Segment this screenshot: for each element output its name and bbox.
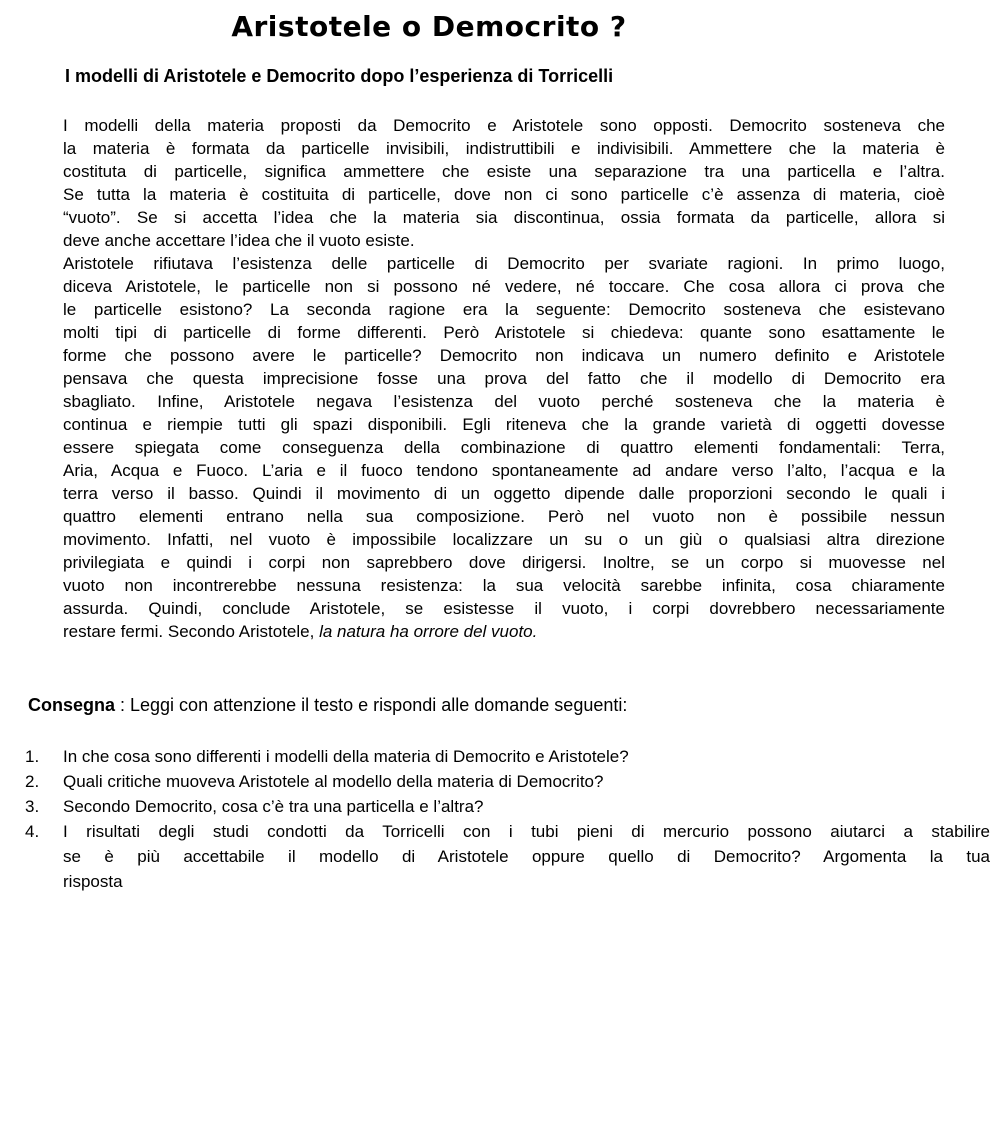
body-line <box>63 528 945 551</box>
body-line <box>63 390 945 413</box>
body-line-text: “vuoto”. Se si accetta l’idea che la materia sia discontinua, ossia formata da particelle, allora si <box>63 208 945 227</box>
body-line-text: forme che possono avere le particelle? Democrito non indicava un numero definito e Aristotele <box>63 346 945 365</box>
body-line-text: I modelli della materia proposti da Democrito e Aristotele sono opposti. Democrito sosteneva che <box>63 116 945 135</box>
body-line-text: assurda. Quindi, conclude Aristotele, se esistesse il vuoto, i corpi dovrebbero necessariamente <box>63 599 945 618</box>
body-line-text: Se tutta la materia è costituita di particelle, dove non ci sono particelle c’è assenza di materia, cioè <box>63 185 945 204</box>
body-line-text: movimento. Infatti, nel vuoto è impossibile localizzare un su o un giù o qualsiasi altra direzione <box>63 530 945 549</box>
question-line <box>63 744 990 769</box>
consegna-text: : Leggi con attenzione il testo e rispondi alle domande seguenti: <box>115 695 628 715</box>
body-line-text: terra verso il basso. Quindi il movimento di un oggetto dipende dalle proporzioni secondo le quali i <box>63 484 945 503</box>
question-item <box>25 794 990 819</box>
body-line-text: sbagliato. Infine, Aristotele negava l’esistenza del vuoto perché sosteneva che la materia è <box>63 392 945 411</box>
body-line <box>63 620 945 643</box>
body-line-text: diceva Aristotele, le particelle non si possono né vedere, né toccare. Che cosa allora ci prova che <box>63 277 945 296</box>
question-number: 3. <box>25 797 40 816</box>
body-line-text: quattro elementi entrano nella sua composizione. Però nel vuoto non è possibile nessun <box>63 507 945 526</box>
body-line <box>63 229 945 252</box>
body-line-text: la materia è formata da particelle invisibili, indistruttibili e indivisibili. Ammettere che la materia è <box>63 139 945 158</box>
body-text <box>63 114 945 643</box>
body-line-text: le particelle esistono? La seconda ragione era la seguente: Democrito sosteneva che esistevano <box>63 300 945 319</box>
question-line-text: Quali critiche muoveva Aristotele al modello della materia di Democrito? <box>63 772 604 791</box>
body-line <box>63 551 945 574</box>
body-line-text: molti tipi di particelle di forme differenti. Però Aristotele si chiedeva: quante sono esattamente le <box>63 323 945 342</box>
question-line <box>63 794 990 819</box>
question-item <box>25 769 990 794</box>
question-line <box>63 769 990 794</box>
question-text <box>63 819 990 894</box>
body-line-text: deve anche accettare l’idea che il vuoto esiste. <box>63 231 415 250</box>
question-line-text: risposta <box>63 872 123 891</box>
body-line-text: Aria, Acqua e Fuoco. L’aria e il fuoco tendono spontaneamente ad andare verso l’alto, l’acqua e la <box>63 461 945 480</box>
body-line <box>63 505 945 528</box>
question-text <box>63 794 990 819</box>
body-line-text: privilegiata e quindi i corpi non saprebbero dove dirigersi. Inoltre, se un corpo si muovesse nel <box>63 553 945 572</box>
body-line <box>63 597 945 620</box>
body-line-text: vuoto non incontrerebbe nessuna resistenza: la sua velocità sarebbe infinita, cosa chiaramente <box>63 576 945 595</box>
question-number: 4. <box>25 822 40 841</box>
body-line-italic-text: la natura ha orrore del vuoto. <box>319 622 538 641</box>
question-text <box>63 769 990 794</box>
body-line <box>63 298 945 321</box>
question-number: 1. <box>25 747 40 766</box>
body-line <box>63 482 945 505</box>
body-line <box>63 574 945 597</box>
body-line <box>63 459 945 482</box>
document-subtitle: I modelli di Aristotele e Democrito dopo l’esperienza di Torricelli <box>65 66 614 86</box>
body-line <box>63 137 945 160</box>
body-line <box>63 367 945 390</box>
question-line <box>63 844 990 869</box>
consegna-label: Consegna <box>28 695 116 715</box>
question-line-text: In che cosa sono differenti i modelli della materia di Democrito e Aristotele? <box>63 747 629 766</box>
question-item <box>25 744 990 769</box>
document-title: Aristotele o Democrito ? <box>231 10 627 43</box>
body-line <box>63 275 945 298</box>
body-line <box>63 183 945 206</box>
body-line-text: continua e riempie tutti gli spazi disponibili. Egli riteneva che la grande varietà di oggetti dovesse <box>63 415 945 434</box>
question-line-text: se è più accettabile il modello di Aristotele oppure quello di Democrito? Argomenta la tua <box>63 847 990 866</box>
body-line <box>63 413 945 436</box>
body-line-text: costituta di particelle, significa ammettere che esiste una separazione tra una particella e l’altra. <box>63 162 945 181</box>
body-line-text: essere spiegata come conseguenza della combinazione di quattro elementi fondamentali: Terra, <box>63 438 945 457</box>
body-line <box>63 321 945 344</box>
question-line <box>63 869 990 894</box>
body-line <box>63 252 945 275</box>
body-line <box>63 436 945 459</box>
question-line <box>63 819 990 844</box>
question-item <box>25 819 990 894</box>
body-line-text: Aristotele rifiutava l’esistenza delle particelle di Democrito per svariate ragioni. In primo luogo, <box>63 254 945 273</box>
consegna-line <box>28 693 993 718</box>
question-line-text: Secondo Democrito, cosa c’è tra una particella e l’altra? <box>63 797 484 816</box>
question-line-text: I risultati degli studi condotti da Torricelli con i tubi pieni di mercurio possono aiutarci a stabilire <box>63 822 990 841</box>
body-line-text: pensava che questa imprecisione fosse una prova del fatto che il modello di Democrito era <box>63 369 945 388</box>
question-text <box>63 744 990 769</box>
body-line <box>63 206 945 229</box>
questions-list <box>25 744 990 894</box>
body-line <box>63 160 945 183</box>
body-line <box>63 344 945 367</box>
body-line <box>63 114 945 137</box>
body-line-text: restare fermi. Secondo Aristotele, <box>63 622 320 641</box>
question-number: 2. <box>25 772 40 791</box>
